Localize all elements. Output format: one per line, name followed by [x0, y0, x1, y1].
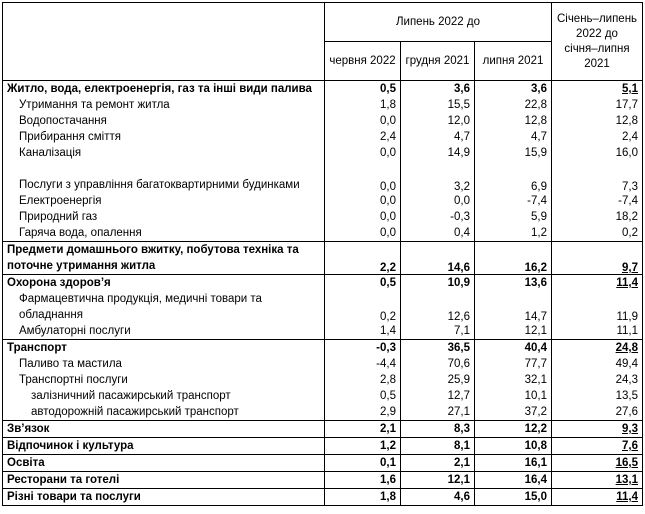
value-text: 7,3 — [622, 181, 638, 193]
table-row — [3, 455, 643, 472]
row-value — [475, 275, 552, 292]
row-value — [552, 225, 643, 242]
row-label: Гаряча вода, опалення — [3, 225, 325, 242]
value-text: 6,9 — [531, 181, 547, 193]
value-text: 18,2 — [615, 211, 638, 223]
row-value — [552, 209, 643, 225]
row-value — [475, 340, 552, 357]
value-text: 2,1 — [454, 457, 470, 469]
value-text: 2,8 — [380, 374, 396, 386]
value-text: 7,1 — [454, 325, 470, 337]
cumulative-header-line: 2022 до — [576, 27, 618, 40]
row-value — [552, 438, 643, 455]
table-row — [3, 340, 643, 357]
value-text: 15,9 — [524, 147, 547, 159]
value-text: 8,1 — [454, 440, 470, 452]
value-text: 27,1 — [447, 406, 470, 418]
row-value — [325, 340, 401, 357]
value-text: 0,5 — [380, 390, 396, 402]
row-value — [475, 193, 552, 209]
value-text: -7,4 — [527, 195, 547, 207]
row-value — [325, 291, 401, 323]
row-value — [475, 404, 552, 421]
table-row — [3, 472, 643, 489]
value-text: 11,1 — [616, 325, 638, 337]
row-value — [325, 472, 401, 489]
value-text: 11,4 — [616, 277, 638, 289]
value-text: -0,3 — [450, 211, 470, 223]
period-group-header: Липень 2022 до — [325, 3, 552, 42]
table-row — [3, 161, 643, 193]
row-value — [552, 340, 643, 357]
table-row — [3, 291, 643, 323]
row-value — [325, 489, 401, 506]
row-value — [475, 356, 552, 372]
row-value — [401, 129, 475, 145]
value-text: 36,5 — [447, 342, 470, 354]
value-text: -4,4 — [376, 358, 396, 370]
row-label: Паливо та мастила — [3, 356, 325, 372]
value-text: 3,6 — [531, 83, 547, 95]
row-value — [552, 161, 643, 193]
row-label: автодорожній пасажирський транспорт — [3, 404, 325, 421]
column-header-june: червня 2022 — [325, 42, 401, 81]
price-index-table — [2, 2, 643, 506]
row-value — [401, 97, 475, 113]
table-row — [3, 388, 643, 404]
row-label: Охорона здоров’я — [3, 275, 325, 292]
row-label: Каналізація — [3, 145, 325, 161]
table-row — [3, 323, 643, 340]
row-value — [401, 372, 475, 388]
row-value — [325, 438, 401, 455]
value-text: 12,8 — [615, 115, 638, 127]
row-label: Послуги з управління багатоквартирними будинками — [3, 161, 325, 193]
row-value — [552, 275, 643, 292]
value-text: 3,2 — [454, 181, 470, 193]
row-value — [475, 421, 552, 438]
table-row — [3, 193, 643, 209]
value-text: 5,1 — [622, 83, 638, 95]
value-text: 0,1 — [380, 457, 396, 469]
row-label: залізничний пасажирський транспорт — [3, 388, 325, 404]
value-text: 12,2 — [524, 423, 547, 435]
table-row — [3, 404, 643, 421]
row-value — [552, 323, 643, 340]
row-label: Транспортні послуги — [3, 372, 325, 388]
row-value — [552, 242, 643, 275]
row-value — [552, 97, 643, 113]
row-value — [325, 356, 401, 372]
row-value — [401, 145, 475, 161]
value-text: 4,7 — [531, 131, 547, 143]
row-label: Різні товари та послуги — [3, 489, 325, 506]
value-text: 0,0 — [380, 195, 396, 207]
row-value — [325, 275, 401, 292]
row-value — [552, 113, 643, 129]
value-text: 14,7 — [524, 311, 547, 323]
row-label: Відпочинок і культура — [3, 438, 325, 455]
value-text: 1,2 — [380, 440, 396, 452]
row-value — [401, 438, 475, 455]
value-text: 1,4 — [380, 325, 396, 337]
value-text: 25,9 — [447, 374, 470, 386]
value-text: 11,4 — [616, 491, 638, 503]
row-value — [401, 356, 475, 372]
row-value — [552, 455, 643, 472]
row-value — [325, 193, 401, 209]
row-label: Житло, вода, електроенергія, газ та інші види палива — [3, 81, 325, 98]
value-text: 2,1 — [380, 423, 396, 435]
row-value — [325, 97, 401, 113]
row-value — [325, 421, 401, 438]
row-value — [325, 323, 401, 340]
table-body — [3, 81, 643, 506]
row-label: Прибирання сміття — [3, 129, 325, 145]
value-text: 9,7 — [622, 262, 638, 274]
row-value — [401, 455, 475, 472]
row-value — [401, 388, 475, 404]
value-text: 16,5 — [615, 457, 638, 469]
row-value — [475, 145, 552, 161]
row-value — [401, 225, 475, 242]
value-text: 0,0 — [380, 181, 396, 193]
row-value — [475, 372, 552, 388]
row-label: Природний газ — [3, 209, 325, 225]
value-text: 24,8 — [615, 342, 638, 354]
row-value — [401, 113, 475, 129]
value-text: 15,5 — [447, 99, 470, 111]
row-value — [401, 323, 475, 340]
row-value — [401, 209, 475, 225]
value-text: -0,3 — [376, 342, 396, 354]
row-value — [401, 275, 475, 292]
row-label: Транспорт — [3, 340, 325, 357]
row-value — [552, 489, 643, 506]
value-text: 15,0 — [524, 491, 547, 503]
value-text: 17,7 — [615, 99, 638, 111]
value-text: 12,0 — [447, 115, 470, 127]
row-value — [552, 388, 643, 404]
cumulative-header-line: січня–липня — [564, 42, 630, 55]
row-label: Утримання та ремонт житла — [3, 97, 325, 113]
row-value — [552, 129, 643, 145]
row-value — [401, 242, 475, 275]
value-text: 0,5 — [380, 83, 396, 95]
value-text: 13,1 — [615, 474, 638, 486]
value-text: 13,5 — [615, 390, 638, 402]
value-text: 24,3 — [615, 374, 638, 386]
value-text: 12,1 — [447, 474, 470, 486]
value-text: 0,2 — [380, 311, 396, 323]
row-value — [325, 113, 401, 129]
row-value — [552, 291, 643, 323]
table-row — [3, 97, 643, 113]
row-label: Освіта — [3, 455, 325, 472]
table-row — [3, 356, 643, 372]
row-value — [475, 472, 552, 489]
row-value — [475, 113, 552, 129]
value-text: 12,1 — [524, 325, 547, 337]
row-value — [552, 145, 643, 161]
row-value — [475, 225, 552, 242]
value-text: 0,0 — [380, 227, 396, 239]
value-text: 7,6 — [622, 440, 638, 452]
row-value — [475, 242, 552, 275]
value-text: 12,7 — [447, 390, 470, 402]
table-row — [3, 489, 643, 506]
value-text: 12,8 — [524, 115, 547, 127]
row-value — [552, 404, 643, 421]
table-row — [3, 81, 643, 98]
value-text: 2,4 — [622, 131, 638, 143]
row-label: Амбулаторні послуги — [3, 323, 325, 340]
value-text: 12,6 — [447, 311, 470, 323]
row-value — [475, 129, 552, 145]
value-text: 10,1 — [524, 390, 547, 402]
row-value — [325, 388, 401, 404]
table-row — [3, 145, 643, 161]
row-label: Предмети домашнього вжитку, побутова техніка та поточне утримання житла — [3, 242, 325, 275]
column-header-july: липня 2021 — [475, 42, 552, 81]
row-value — [401, 489, 475, 506]
row-value — [475, 291, 552, 323]
value-text: -7,4 — [618, 195, 638, 207]
row-value — [401, 472, 475, 489]
table-row — [3, 129, 643, 145]
value-text: 9,3 — [622, 423, 638, 435]
row-value — [325, 161, 401, 193]
row-value — [325, 81, 401, 98]
value-text: 0,2 — [622, 227, 638, 239]
value-text: 13,6 — [524, 277, 547, 289]
row-value — [552, 356, 643, 372]
cumulative-header-line: 2021 — [584, 57, 610, 70]
row-value — [401, 161, 475, 193]
value-text: 16,0 — [615, 147, 638, 159]
row-value — [475, 81, 552, 98]
row-value — [552, 372, 643, 388]
value-text: 10,9 — [447, 277, 470, 289]
value-text: 5,9 — [531, 211, 547, 223]
value-text: 22,8 — [524, 99, 547, 111]
row-value — [401, 193, 475, 209]
value-text: 8,3 — [454, 423, 470, 435]
row-value — [552, 193, 643, 209]
row-value — [475, 388, 552, 404]
value-text: 4,6 — [454, 491, 470, 503]
row-value — [552, 81, 643, 98]
value-text: 11,9 — [616, 311, 638, 323]
table-row — [3, 421, 643, 438]
row-value — [325, 209, 401, 225]
row-value — [475, 97, 552, 113]
value-text: 27,6 — [615, 406, 638, 418]
row-value — [325, 404, 401, 421]
value-text: 2,2 — [380, 262, 396, 274]
row-value — [325, 455, 401, 472]
value-text: 40,4 — [524, 342, 547, 354]
table-row — [3, 209, 643, 225]
value-text: 2,9 — [380, 406, 396, 418]
value-text: 0,0 — [454, 195, 470, 207]
value-text: 70,6 — [447, 358, 470, 370]
row-value — [475, 161, 552, 193]
value-text: 14,6 — [447, 262, 470, 274]
value-text: 0,0 — [380, 115, 396, 127]
row-value — [401, 404, 475, 421]
row-value — [552, 421, 643, 438]
value-text: 49,4 — [615, 358, 638, 370]
row-value — [401, 291, 475, 323]
label-column-header — [3, 3, 325, 81]
row-value — [325, 372, 401, 388]
value-text: 77,7 — [524, 358, 547, 370]
row-label: Електроенергія — [3, 193, 325, 209]
value-text: 4,7 — [454, 131, 470, 143]
value-text: 1,6 — [380, 474, 396, 486]
value-text: 1,8 — [380, 99, 396, 111]
value-text: 16,1 — [524, 457, 547, 469]
row-value — [475, 323, 552, 340]
row-value — [401, 421, 475, 438]
row-value — [475, 455, 552, 472]
row-value — [325, 242, 401, 275]
column-header-december: грудня 2021 — [401, 42, 475, 81]
value-text: 0,0 — [380, 211, 396, 223]
table-row — [3, 225, 643, 242]
table-row — [3, 438, 643, 455]
table-row — [3, 242, 643, 275]
row-value — [475, 209, 552, 225]
value-text: 2,4 — [380, 131, 396, 143]
cumulative-header-line: Січень–липень — [556, 12, 638, 25]
value-text: 1,2 — [531, 227, 547, 239]
value-text: 0,5 — [380, 277, 396, 289]
row-value — [325, 145, 401, 161]
value-text: 3,6 — [454, 83, 470, 95]
row-value — [475, 489, 552, 506]
value-text: 16,4 — [524, 474, 547, 486]
row-value — [475, 438, 552, 455]
value-text: 37,2 — [524, 406, 547, 418]
row-label: Фармацевтична продукція, медичні товари та обладнання — [3, 291, 325, 323]
value-text: 0,4 — [454, 227, 470, 239]
row-label: Водопостачання — [3, 113, 325, 129]
row-label: Зв’язок — [3, 421, 325, 438]
row-value — [325, 129, 401, 145]
row-value — [552, 472, 643, 489]
value-text: 0,0 — [380, 147, 396, 159]
value-text: 14,9 — [447, 147, 470, 159]
value-text: 32,1 — [524, 374, 547, 386]
table-row — [3, 372, 643, 388]
value-text: 1,8 — [380, 491, 396, 503]
row-value — [325, 225, 401, 242]
row-label: Ресторани та готелі — [3, 472, 325, 489]
value-text: 10,8 — [524, 440, 547, 452]
row-value — [401, 340, 475, 357]
value-text: 16,2 — [524, 262, 547, 274]
table-row — [3, 113, 643, 129]
cumulative-column-header — [552, 3, 643, 81]
table-row — [3, 275, 643, 292]
row-value — [401, 81, 475, 98]
